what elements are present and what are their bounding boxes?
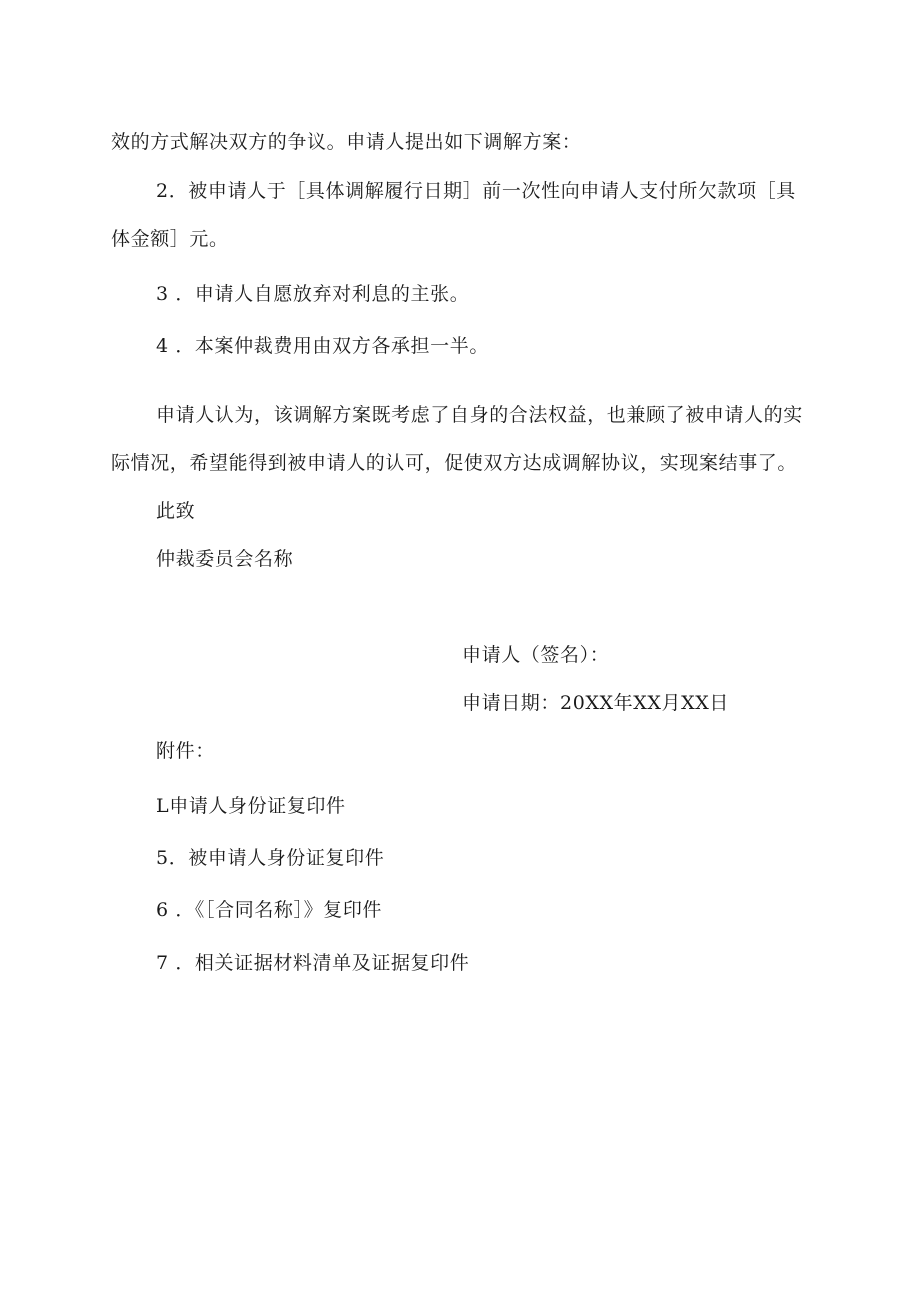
proposal-2-line1: 2．被申请人于［具体调解履行日期］前一次性向申请人支付所欠款项［具 (156, 180, 796, 202)
proposal-3: 3 ．申请人自愿放弃对利息的主张。 (156, 283, 470, 305)
salutation: 此致 (156, 500, 196, 522)
statement-line2: 际情况，希望能得到被申请人的认可，促使双方达成调解协议，实现案结事了。 (111, 452, 798, 474)
signature-applicant: 申请人（签名）： (462, 644, 610, 666)
attachment-item: 6 ．《［合同名称］》复印件 (156, 899, 383, 921)
attachment-item: 5．被申请人身份证复印件 (156, 847, 385, 869)
attachments-title: 附件： (156, 740, 215, 762)
recipient: 仲裁委员会名称 (156, 548, 294, 570)
signature-date: 申请日期：20XX年XX月XX日 (462, 692, 729, 714)
proposal-2-line2: 体金额］元。 (111, 228, 229, 250)
attachment-item: L申请人身份证复印件 (156, 795, 346, 817)
attachment-item: 7 ．相关证据材料清单及证据复印件 (156, 952, 470, 974)
statement-line1: 申请人认为，该调解方案既考虑了自身的合法权益，也兼顾了被申请人的实 (156, 404, 803, 426)
proposal-4: 4 ．本案仲裁费用由双方各承担一半。 (156, 335, 489, 357)
intro-tail-text: 效的方式解决双方的争议。申请人提出如下调解方案： (111, 131, 582, 153)
